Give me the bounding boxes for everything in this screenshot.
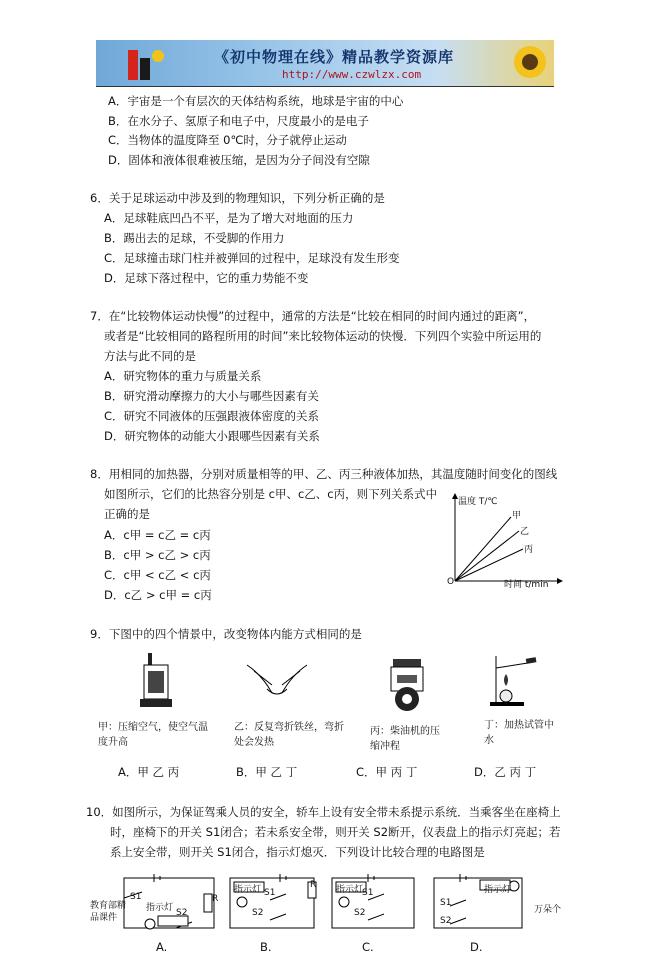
- q9-option-c: C．甲 丙 丁: [356, 765, 418, 779]
- header-rule: [96, 86, 554, 87]
- q5-option-a: A．宇宙是一个有层次的天体结构系统，地球是宇宙的中心: [108, 94, 404, 108]
- circuit-c-s2-label: S2: [354, 908, 366, 918]
- q5-option-c: C．当物体的温度降至 0℃时，分子就停止运动: [108, 133, 347, 147]
- q9-option-d: D．乙 丙 丁: [474, 765, 537, 779]
- graph-origin-label: O: [447, 577, 455, 587]
- q6-option-c: C．足球撞击球门柱并被弹回的过程中，足球没有发生形变: [104, 251, 400, 265]
- header-url[interactable]: http://www.czwlzx.com: [282, 68, 422, 81]
- watermark-left: 教育部精品课件: [90, 901, 127, 923]
- q10-stem-line-2: 时，座椅下的开关 S1闭合；若未系安全带，则开关 S2断开，仪表盘上的指示灯亮起；若: [110, 825, 561, 839]
- q9-option-a: A．甲 乙 丙: [118, 765, 180, 779]
- q9-caption-yi: 乙：反复弯折铁丝，弯折处会发热: [234, 722, 344, 748]
- q5-option-d: D．固体和液体很难被压缩，是因为分子间没有空隙: [108, 153, 370, 167]
- sunflower-icon: [510, 40, 550, 86]
- q9-stem: 9．下图中的四个情景中，改变物体内能方式相同的是: [90, 627, 362, 641]
- graph-line-jia: [455, 517, 511, 581]
- q6-option-a: A．足球鞋底凹凸不平，是为了增大对地面的压力: [104, 211, 354, 225]
- graph-y-label: 温度 T/℃: [458, 497, 498, 507]
- circuit-c-lamp-label: 指示灯: [336, 885, 364, 895]
- q9-caption-jia: 甲：压缩空气，使空气温度升高: [98, 722, 208, 748]
- circuit-b-lamp-label: 指示灯: [234, 885, 262, 895]
- circuit-a-lamp-label: 指示灯: [146, 903, 174, 913]
- q7-stem-line-2: 或者是“比较相同的路程所用的时间”来比较物体运动的快慢．下列四个实验中所运用的: [104, 329, 542, 343]
- circuit-d-s1-label: S1: [440, 898, 452, 908]
- q10-stem-line-3: 系上安全带，则开关 S1闭合，指示灯熄灭．下列设计比较合理的电路图是: [110, 845, 485, 859]
- q9-caption-bing: 丙：柴油机的压缩冲程: [370, 726, 440, 752]
- circuit-c-s1-label: S1: [362, 888, 374, 898]
- q7-option-a: A．研究物体的重力与质量关系: [104, 369, 262, 383]
- q8-option-b: B．c甲 > c乙 > c丙: [104, 548, 211, 562]
- bending-wire-hands-icon: [242, 655, 312, 703]
- q6-option-d: D．足球下落过程中，它的重力势能不变: [104, 271, 309, 285]
- air-pump-icon: [136, 647, 176, 711]
- site-logo-icon: [114, 40, 174, 86]
- q8-option-c: C．c甲 < c乙 < c丙: [104, 568, 211, 582]
- q9-option-b: B．甲 乙 丁: [236, 765, 298, 779]
- graph-line-bing-label: 丙: [524, 545, 534, 555]
- circuit-a-s2-label: S2: [176, 908, 188, 918]
- circuit-a-s1-label: S1: [130, 892, 142, 902]
- q7-stem-line-3: 方法与此不同的是: [104, 349, 196, 363]
- q6-option-b: B．踢出去的足球，不受脚的作用力: [104, 231, 285, 245]
- header-banner: [96, 40, 554, 87]
- circuit-d-s2-label: S2: [440, 916, 452, 926]
- q8-option-a: A．c甲 = c乙 = c丙: [104, 528, 211, 542]
- circuit-b-s2-label: S2: [252, 908, 264, 918]
- header-title: 《初中物理在线》精品教学资源库: [214, 48, 455, 66]
- graph-line-yi-label: 乙: [520, 527, 530, 537]
- temperature-time-graph: [445, 493, 565, 588]
- q8-option-d: D．c乙 > c甲 = c丙: [104, 588, 212, 602]
- q6-stem: 6．关于足球运动中涉及到的物理知识，下列分析正确的是: [90, 191, 385, 205]
- q7-option-b: B．研究滑动摩擦力的大小与哪些因素有关: [104, 389, 319, 403]
- circuit-option-a: A.: [156, 940, 168, 954]
- circuit-option-c: C.: [362, 940, 374, 954]
- q8-stem-line-3: 正确的是: [104, 507, 150, 521]
- q10-stem-line-1: 10．如图所示，为保证驾乘人员的安全，轿车上设有安全带未系提示系统．当乘客坐在座椅上: [86, 805, 561, 819]
- circuit-d-lamp-label: 指示灯: [484, 885, 512, 895]
- q9-caption-ding: 丁：加热试管中水: [484, 720, 554, 746]
- q7-option-c: C．研究不同液体的压强跟液体密度的关系: [104, 409, 320, 423]
- circuit-a-r-label: R: [212, 894, 219, 904]
- heating-test-tube-icon: [486, 650, 546, 710]
- q7-stem-line-1: 7．在“比较物体运动快慢”的过程中，通常的方法是“比较在相同的时间内通过的距离”，: [90, 309, 536, 323]
- graph-line-jia-label: 甲: [512, 511, 522, 521]
- circuit-option-b: B.: [260, 940, 272, 954]
- q5-option-b: B．在水分子、氢原子和电子中，尺度最小的是电子: [108, 114, 369, 128]
- graph-x-label: 时间 t/min: [504, 580, 549, 590]
- circuit-option-d: D.: [470, 940, 483, 954]
- circuit-b-r-label: R: [310, 880, 317, 890]
- watermark-right: 万朵个: [534, 905, 562, 915]
- graph-line-yi: [455, 531, 519, 581]
- q8-stem-line-2: 如图所示，它们的比热容分别是 c甲、c乙、c丙，则下列关系式中: [104, 487, 438, 501]
- diesel-engine-icon: [385, 655, 429, 713]
- circuit-b-s1-label: S1: [264, 888, 276, 898]
- q8-stem-line-1: 8．用相同的加热器，分别对质量相等的甲、乙、丙三种液体加热，其温度随时间变化的图线: [90, 467, 558, 481]
- q7-option-d: D．研究物体的动能大小跟哪些因素有关系: [104, 429, 320, 443]
